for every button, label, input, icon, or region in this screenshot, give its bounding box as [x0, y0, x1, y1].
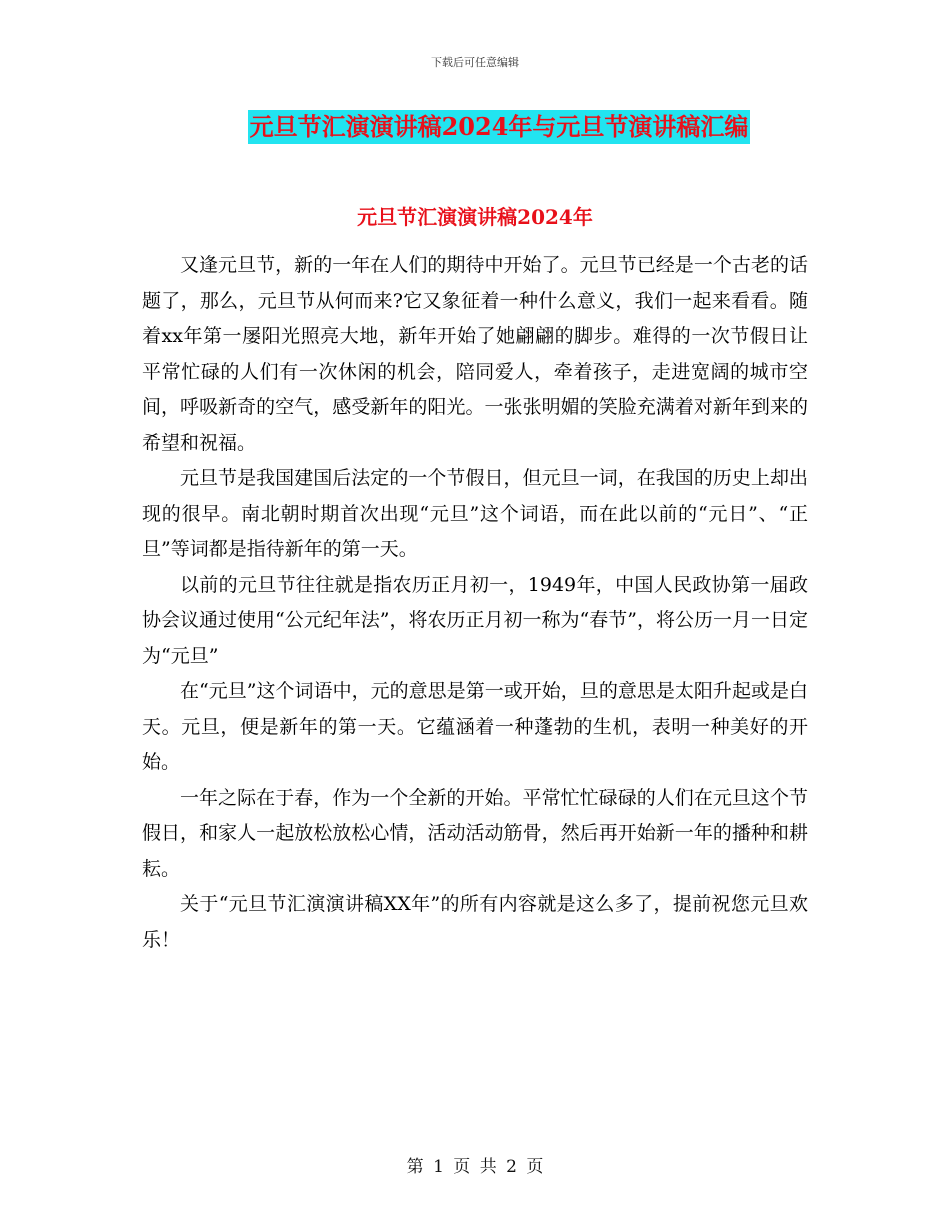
document-title: 元旦节汇演演讲稿2024年与元旦节演讲稿汇编 [248, 110, 751, 144]
paragraph: 以前的元旦节往往就是指农历正月初一，1949年，中国人民政协第一届政协会议通过使用“公元纪年法”，将农历正月初一称为“春节”，将公历一月一日定为“元旦” [142, 573, 808, 667]
paragraph: 元旦节是我国建国后法定的一个节假日，但元旦一词，在我国的历史上却出现的很早。南北朝时期首次出现“元旦”这个词语，而在此以前的“元日”、“正旦”等词都是指待新年的第一天。 [142, 467, 808, 560]
section-title: 元旦节汇演演讲稿2024年 [357, 205, 593, 229]
paragraph: 在“元旦”这个词语中，元的意思是第一或开始，旦的意思是太阳升起或是白天。元旦，便是新年的第一天。它蕴涵着一种蓬勃的生机，表明一种美好的开始。 [142, 680, 808, 773]
document-body [142, 248, 808, 958]
paragraph: 一年之际在于春，作为一个全新的开始。平常忙忙碌碌的人们在元旦这个节假日，和家人一起放松放松心情，活动活动筋骨，然后再开始新一年的播种和耕耘。 [142, 786, 808, 880]
page-number: 第 1 页 共 2 页 [406, 1157, 544, 1177]
paragraph: 关于“元旦节汇演演讲稿XX年”的所有内容就是这么多了，提前祝您元旦欢乐！ [142, 893, 808, 951]
header-note: 下载后可任意编辑 [431, 56, 519, 69]
paragraph: 又逢元旦节，新的一年在人们的期待中开始了。元旦节已经是一个古老的话题了，那么，元旦节从何而来?它又象征着一种什么意义，我们一起来看看。随着xx年第一屡阳光照亮大地，新年开始了她翩翩的脚步。难得的一次节假日让平常忙碌的人们有一次休闲的机会，陪同爱人，牵着孩子，走进宽阔的城市空间，呼吸新奇的空气，感受新年的阳光。一张张明媚的笑脸充满着对新年到来的希望和祝福。 [142, 254, 808, 454]
document-title-container [0, 110, 950, 144]
